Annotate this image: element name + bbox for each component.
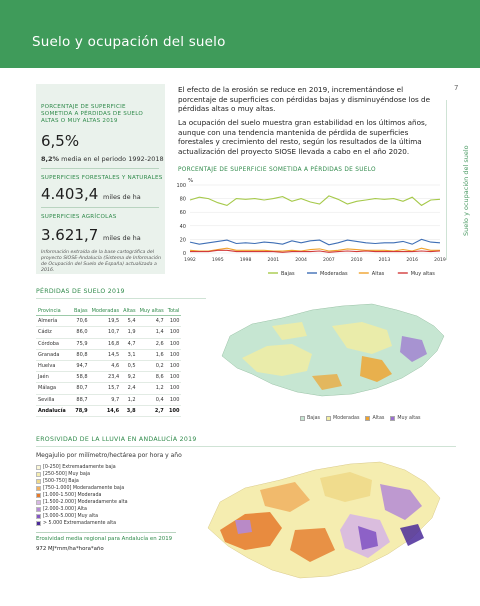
table-cell: 0,5	[121, 360, 137, 371]
table-row	[36, 383, 181, 394]
table-cell: 100	[166, 405, 182, 416]
table-cell: 14,6	[90, 405, 122, 416]
x-tick-label: 2010	[350, 258, 363, 263]
legend-label: Bajas	[307, 416, 321, 421]
table-cell: 2,4	[121, 383, 137, 394]
y-axis-label: %	[188, 178, 194, 184]
table-cell: 4,6	[90, 360, 122, 371]
table-row	[36, 394, 181, 405]
erosivity-legend-item	[36, 499, 196, 506]
kpi-forest-label: SUPERFICIES FORESTALES Y NATURALES	[41, 175, 163, 181]
legend-label: Moderadas	[333, 416, 360, 421]
erosivity-legend-item	[36, 471, 196, 478]
legend-label: [1.000-1.500] Moderada	[43, 493, 102, 498]
kpi-forest-unit: miles de ha	[103, 193, 141, 201]
table-cell: 3,8	[121, 405, 137, 416]
x-tick-label: 2004	[295, 258, 307, 263]
legend-label: Moderadas	[320, 271, 348, 277]
legend-label: Muy altas	[397, 416, 421, 421]
table-header-0: Provincia	[36, 306, 72, 316]
soil-loss-table	[36, 306, 181, 417]
table-cell: 100	[166, 372, 182, 383]
erosion-map-legend	[300, 416, 421, 421]
legend-label: Bajas	[281, 271, 295, 277]
avg-rule	[36, 532, 176, 533]
x-tick-label: 2007	[323, 258, 335, 263]
table-header-3: Altas	[121, 306, 137, 316]
kpi-rule-2	[41, 207, 159, 208]
table-cell: Sevilla	[36, 394, 72, 405]
erosivity-title: EROSIVIDAD DE LA LLUVIA EN ANDALUCÍA 2019	[36, 436, 197, 443]
erosivity-legend-item	[36, 492, 196, 499]
legend-swatch	[36, 493, 41, 498]
table-cell: 100	[166, 316, 182, 327]
table-cell: Andalucía	[36, 405, 72, 416]
erosion-map	[212, 296, 452, 406]
legend-label: [0-250] Extremadamente baja	[43, 465, 116, 470]
kpi-erosion-label: PORCENTAJE DE SUPERFICIE SOMETIDA A PÉRDIDAS DE SUELO ALTAS O MUY ALTAS 2019	[41, 104, 144, 124]
table-cell: 80,8	[72, 349, 90, 360]
x-tick-label: 1995	[211, 258, 224, 263]
legend-label: Altas	[372, 416, 385, 421]
table-cell: 100	[166, 394, 182, 405]
kpi-agri-value: 3.621,7	[41, 226, 99, 244]
table-cell: 80,7	[72, 383, 90, 394]
map-legend-item	[300, 416, 320, 421]
kpi-agri	[41, 226, 141, 244]
legend-label: [500-750] Baja	[43, 479, 79, 484]
legend-label: Altas	[371, 271, 385, 277]
table-cell: 75,9	[72, 338, 90, 349]
legend-swatch	[36, 465, 41, 470]
table-cell: 14,5	[90, 349, 122, 360]
y-tick-label: 60	[179, 210, 186, 217]
legend-swatch	[36, 486, 41, 491]
side-title: Suelo y ocupación del suelo	[462, 145, 470, 236]
table-cell: 70,6	[72, 316, 90, 327]
table-cell: 4,7	[121, 338, 137, 349]
x-tick-label: 1992	[184, 258, 196, 263]
side-divider	[446, 100, 447, 260]
table-cell: 3,1	[121, 349, 137, 360]
table-cell: Málaga	[36, 383, 72, 394]
table-cell: 0,2	[138, 360, 166, 371]
table-cell: 78,9	[72, 405, 90, 416]
table-cell: 86,0	[72, 327, 90, 338]
x-tick-label: 2019	[434, 258, 446, 263]
page-title: Suelo y ocupación del suelo	[32, 34, 226, 50]
map-legend-item	[390, 416, 420, 421]
table-cell: 4,7	[138, 316, 166, 327]
legend-label: Muy altas	[410, 271, 435, 277]
table-cell: 94,7	[72, 360, 90, 371]
table-cell: 8,6	[138, 372, 166, 383]
y-tick-label: 40	[179, 223, 186, 230]
table-header-5: Total	[166, 306, 182, 316]
table-cell: 15,7	[90, 383, 122, 394]
legend-swatch	[300, 416, 305, 421]
table-cell: Almería	[36, 316, 72, 327]
table-cell: 1,6	[138, 349, 166, 360]
table-row	[36, 338, 181, 349]
table-header-row	[36, 306, 181, 316]
legend-label: [250-500] Muy baja	[43, 472, 91, 477]
kpi-forest-value: 4.403,4	[41, 185, 99, 203]
erosivity-map	[200, 450, 450, 590]
table-cell: 2,7	[138, 405, 166, 416]
side-title-wrap	[462, 116, 472, 236]
page-number: 7	[454, 84, 459, 92]
erosivity-legend-item	[36, 485, 196, 492]
table-cell: 2,6	[138, 338, 166, 349]
table-row	[36, 349, 181, 360]
series-line-muy-altas	[190, 250, 440, 252]
erosivity-legend	[36, 464, 196, 527]
x-tick-label: 2001	[267, 258, 280, 263]
legend-label: [1.500-2.000] Moderadamente alta	[43, 500, 128, 505]
legend-swatch	[36, 507, 41, 512]
table-cell: 10,7	[90, 327, 122, 338]
legend-swatch	[36, 500, 41, 505]
table-cell: 58,8	[72, 372, 90, 383]
kpi-rule-1	[41, 168, 159, 169]
table-cell: 23,4	[90, 372, 122, 383]
table-cell: 16,8	[90, 338, 122, 349]
erosivity-legend-item	[36, 506, 196, 513]
erosivity-title-rule	[36, 446, 456, 447]
erosivity-legend-item	[36, 478, 196, 485]
kpi-agri-unit: miles de ha	[103, 234, 141, 242]
map-legend-item	[365, 416, 384, 421]
table-cell: 100	[166, 349, 182, 360]
table-header-4: Muy altas	[138, 306, 166, 316]
table-cell: 9,2	[121, 372, 137, 383]
kpi-erosion-sub-value: 8,2%	[41, 155, 60, 163]
table-cell: 1,2	[138, 383, 166, 394]
legend-swatch	[365, 416, 370, 421]
map-legend-item	[326, 416, 359, 421]
legend-swatch	[326, 416, 331, 421]
paragraph-2: La ocupación del suelo muestra gran estabilidad en los últimos años, aunque con una tendencia mantenida de pérdida de superficies forestales y crecimiento del resto, según los resultados de la última actualización del proyecto SIOSE llevada a cabo en el año 2020.	[178, 118, 427, 156]
table-title-rule	[36, 298, 206, 299]
avg-label: Erosividad media regional para Andalucía en 2019	[36, 536, 173, 542]
table-cell: 100	[166, 327, 182, 338]
table-row	[36, 372, 181, 383]
erosivity-legend-item	[36, 513, 196, 520]
table-cell: 19,5	[90, 316, 122, 327]
table-cell: Huelva	[36, 360, 72, 371]
legend-swatch	[390, 416, 395, 421]
kpi-erosion-sub-text: media en el periodo 1992-2018	[61, 155, 164, 163]
table-cell: Granada	[36, 349, 72, 360]
line-chart	[172, 175, 446, 280]
table-cell: 100	[166, 383, 182, 394]
legend-swatch	[36, 521, 41, 526]
x-tick-label: 1998	[239, 258, 252, 263]
table-cell: Jaén	[36, 372, 72, 383]
legend-label: > 5.000 Extremadamente alta	[43, 521, 117, 526]
table-title: PÉRDIDAS DE SUELO 2019	[36, 288, 125, 295]
table-row	[36, 360, 181, 371]
table-body	[36, 316, 181, 417]
erosivity-subtitle: Megajulio por milímetro/hectárea por hora y año	[36, 452, 182, 459]
avg-value: 972 MJ*mm/ha*hora*año	[36, 546, 104, 552]
erosivity-legend-item	[36, 520, 196, 527]
table-row	[36, 405, 181, 416]
table-header-1: Bajas	[72, 306, 90, 316]
table-cell: 5,4	[121, 316, 137, 327]
table-header-2: Moderadas	[90, 306, 122, 316]
chart-title: PORCENTAJE DE SUPERFICIE SOMETIDA A PÉRDIDAS DE SUELO	[178, 167, 376, 173]
y-tick-label: 100	[176, 183, 186, 189]
legend-swatch	[36, 472, 41, 477]
kpi-forest	[41, 185, 141, 203]
table-cell: 9,7	[90, 394, 122, 405]
table-cell: Córdoba	[36, 338, 72, 349]
legend-label: [3.000-5.000] Muy alta	[43, 514, 99, 519]
table-row	[36, 327, 181, 338]
legend-label: [2.000-3.000] Alta	[43, 507, 87, 512]
legend-swatch	[36, 514, 41, 519]
kpi-erosion-sub	[41, 155, 164, 163]
x-tick-label: 2013	[378, 258, 391, 263]
kpi-agri-label: SUPERFICIES AGRÍCOLAS	[41, 214, 117, 220]
erosivity-legend-item	[36, 464, 196, 471]
series-line-moderadas	[190, 239, 440, 244]
table-cell: 1,2	[121, 394, 137, 405]
legend-swatch	[36, 479, 41, 484]
y-tick-label: 80	[179, 196, 186, 203]
kpi-note: Información extraída de la base cartográfica del proyecto SIOSE-Andalucía (Sistema de Información de Ocupación del Suelo de España) actualizada a 2016.	[41, 250, 161, 273]
table-cell: Cádiz	[36, 327, 72, 338]
table-cell: 100	[166, 360, 182, 371]
y-tick-label: 0	[182, 251, 186, 257]
series-line-bajas	[190, 196, 440, 206]
table-cell: 0,4	[138, 394, 166, 405]
table-cell: 88,7	[72, 394, 90, 405]
table-row	[36, 316, 181, 327]
table-cell: 1,4	[138, 327, 166, 338]
x-tick-label: 2016	[406, 258, 419, 263]
paragraph-1: El efecto de la erosión se reduce en 2019, incrementándose el porcentaje de superficies con pérdidas bajas y disminuyéndose los de pérdidas altas o muy altas.	[178, 85, 431, 114]
table-cell: 1,9	[121, 327, 137, 338]
kpi-erosion-value: 6,5%	[41, 132, 80, 150]
legend-label: [750-1.000] Moderadamente baja	[43, 486, 125, 491]
table-cell: 100	[166, 338, 182, 349]
y-tick-label: 20	[179, 237, 186, 244]
